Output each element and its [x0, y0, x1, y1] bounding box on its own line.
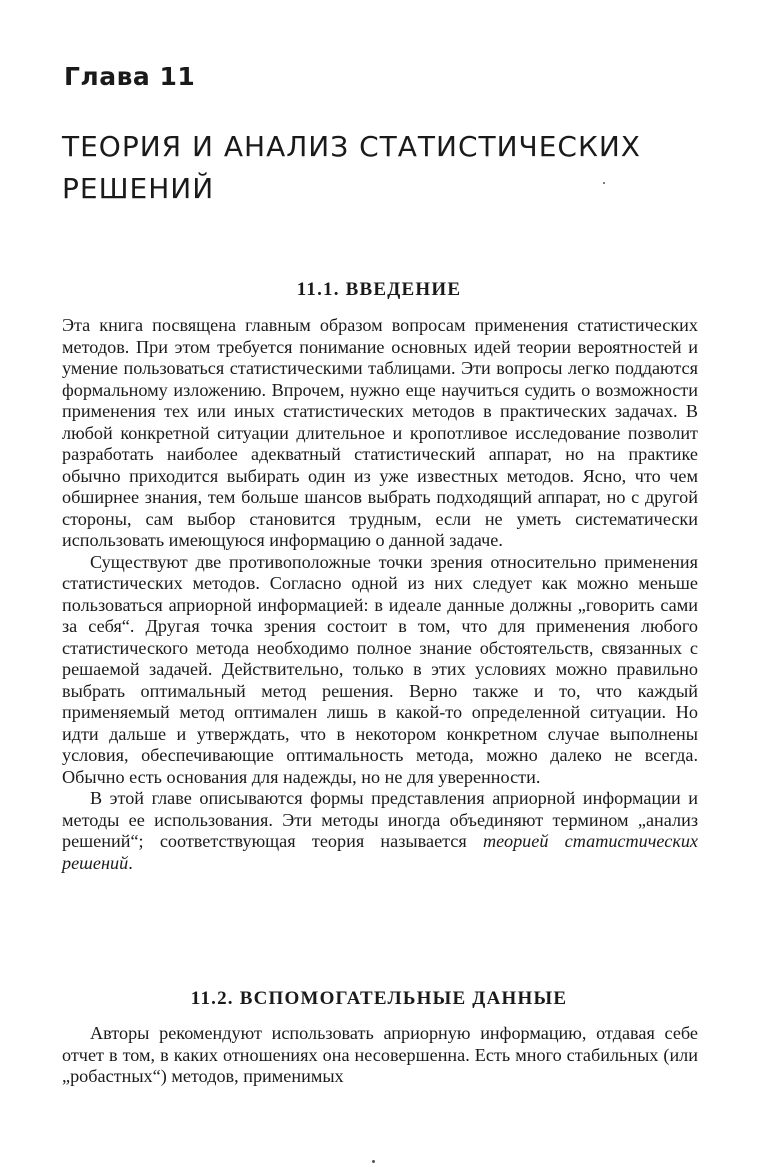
print-speck: [603, 182, 605, 184]
emphasized-term: теорией статистических решений: [62, 831, 698, 873]
chapter-title: ТЕОРИЯ И АНАЛИЗ СТАТИСТИЧЕСКИХ РЕШЕНИЙ: [62, 130, 641, 205]
paragraph: Существуют две противоположные точки зрения относительно применения статистических методов. Согласно одной из них следует как можно меньше пользоваться априорной информацией: в идеале данные должны „говорить сами за себя“. Другая точка зрения состоит в том, что для применения любого статистического метода необходимо полное знание обстоятельств, связанных с решаемой задачей. Действительно, только в этих условиях можно правильно выбрать оптимальный метод решения. Верно также и то, что каждый применяемый метод оптимален лишь в какой-то определенной ситуации. Но идти дальше и утверждать, что в некотором конкретном случае выполнены условия, обеспечивающие оптимальность метода, можно далеко не всегда. Обычно есть основания для надежды, но не для уверенности.: [62, 551, 698, 787]
section-heading-introduction: 11.1. ВВЕДЕНИЕ: [296, 279, 462, 300]
section-auxiliary-data-body: [62, 1023, 698, 1088]
section-introduction-body: [62, 315, 698, 874]
paragraph: Авторы рекомендуют использовать априорную информацию, отдавая себе отчет в том, в каких отношениях она несовершенна. Есть много стабильных (или „робастных“) методов, применимых: [62, 1023, 698, 1086]
paragraph-text: В этой главе описываются формы представления априорной информации и методы ее использования. Эти методы иногда объединяют термином „анализ решений“; соответствующая теория называется: [62, 788, 698, 851]
print-speck: [372, 1160, 375, 1163]
section-heading-auxiliary-data: 11.2. ВСПОМОГАТЕЛЬНЫЕ ДАННЫЕ: [190, 988, 568, 1009]
paragraph-end: .: [128, 852, 133, 873]
chapter-label: Глава 11: [64, 62, 196, 91]
paragraph: [62, 788, 698, 874]
paragraph: Эта книга посвящена главным образом вопросам применения статистических методов. При этом требуется понимание основных идей теории вероятностей и умение пользоваться статистическими таблицами. Эти вопросы легко поддаются формальному изложению. Впрочем, нужно еще научиться судить о возможности применения тех или иных статистических методов в практических задачах. В любой конкретной ситуации длительное и кропотливое исследование позволит разработать наиболее адекватный статистический аппарат, но на практике обычно приходится выбирать один из уже известных методов. Ясно, что чем обширнее знания, тем больше шансов выбрать подходящий аппарат, но с другой стороны, сам выбор становится трудным, если не уметь систематически использовать имеющуюся информацию о данной задаче.: [62, 315, 698, 550]
